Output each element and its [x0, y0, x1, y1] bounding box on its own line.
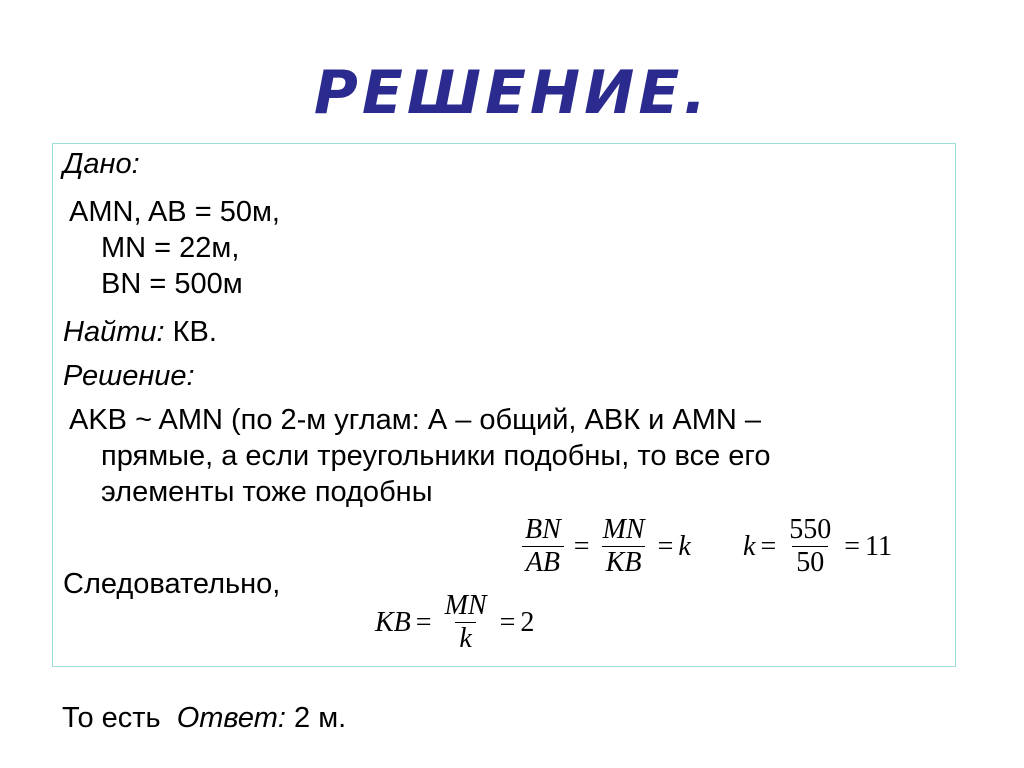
page-title: РЕШЕНИЕ. — [313, 58, 711, 128]
find-row — [63, 316, 217, 349]
find-label: Найти: — [63, 316, 165, 348]
consequently-text: Следовательно, — [63, 568, 281, 600]
formula-ratio — [517, 516, 691, 577]
fraction-numerator: MN — [444, 590, 487, 621]
given-line-3: BN = 500м — [101, 268, 243, 300]
coefficient-k: k — [743, 530, 756, 562]
formula-kb — [375, 592, 534, 653]
fraction-550-50 — [785, 516, 835, 577]
find-value: КВ. — [172, 316, 217, 348]
kb-term: KB — [375, 606, 411, 638]
given-label: Дано: — [63, 148, 140, 180]
solution-box — [52, 143, 956, 667]
fraction-denominator: k — [455, 622, 475, 653]
fraction-denominator: 50 — [792, 546, 828, 577]
equals-sign: = — [844, 530, 861, 562]
fraction-numerator: BN — [525, 514, 561, 545]
equals-sign: = — [657, 530, 674, 562]
answer-prefix: То есть — [62, 702, 161, 734]
fraction-bn-ab — [521, 516, 565, 577]
given-line-1: AMN, AB = 50м, — [69, 196, 280, 228]
equals-sign: = — [415, 606, 432, 638]
equals-sign: = — [499, 606, 516, 638]
fraction-denominator: KB — [602, 546, 646, 577]
solution-label: Решение: — [63, 360, 195, 392]
coefficient-k: k — [678, 530, 691, 562]
answer-label: Ответ: — [176, 702, 286, 734]
solution-line-3: элементы тоже подобны — [101, 476, 433, 508]
result-value: 2 — [520, 606, 535, 638]
fraction-mn-kb — [599, 516, 649, 577]
result-value: 11 — [865, 530, 892, 562]
answer-value: 2 м. — [294, 702, 347, 734]
solution-line-2: прямые, а если треугольники подобны, то все его — [101, 440, 771, 472]
fraction-mn-k — [441, 592, 491, 653]
fraction-numerator: 550 — [789, 514, 832, 545]
fraction-denominator: AB — [522, 546, 564, 577]
equals-sign: = — [760, 530, 777, 562]
equals-sign: = — [573, 530, 590, 562]
given-line-2: MN = 22м, — [101, 232, 240, 264]
fraction-numerator: MN — [602, 514, 645, 545]
solution-line-1: AKB ~ AMN (по 2-м углам: А – общий, АВК и АMN – — [69, 404, 762, 436]
formula-k-value — [743, 516, 892, 577]
answer-row — [62, 702, 346, 735]
